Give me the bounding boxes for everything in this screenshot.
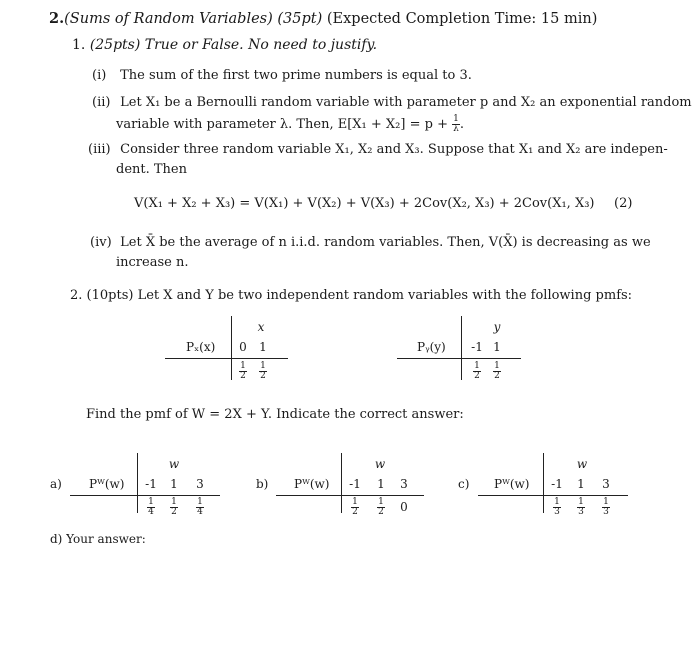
item-ii-num: (ii): [92, 95, 111, 110]
option-c-letter: c): [458, 477, 470, 491]
q1-heading-text: (25pts) True or False. No need to justify.: [89, 37, 378, 53]
px-horizontal-rule: [165, 358, 288, 359]
option-b-var: w: [374, 457, 386, 471]
option-a-label: Pᵂ(w): [89, 477, 125, 491]
q1-heading: [72, 37, 377, 53]
py-vertical-rule: [461, 316, 462, 380]
item-iv-text: Let X̄ be the average of n i.i.d. random variables. Then, V(X̄) is decreasing as we: [120, 235, 651, 250]
item-iv-num: (iv): [90, 235, 112, 250]
option-d-your-answer[interactable]: d) Your answer:: [50, 532, 146, 546]
py-val-0: -1: [471, 340, 483, 354]
py-label: Pᵧ(y): [417, 340, 446, 354]
option-c-label: Pᵂ(w): [494, 477, 530, 491]
option-b-prob-1: $\frac{1}{2}$: [378, 497, 384, 517]
problem-header: [49, 10, 597, 27]
option-a-vertical-rule: [137, 453, 138, 513]
option-c-var: w: [576, 457, 588, 471]
option-b-prob-0: $\frac{1}{2}$: [352, 497, 358, 517]
option-c-val-0: -1: [551, 477, 563, 491]
item-i-num: (i): [92, 68, 107, 83]
px-vertical-rule: [231, 316, 232, 380]
item-ii: [92, 95, 692, 110]
px-val-0: 0: [239, 340, 247, 354]
option-c-val-1: 1: [577, 477, 585, 491]
option-c-vertical-rule: [543, 453, 544, 513]
q2-label: 2.: [70, 288, 83, 303]
py-horizontal-rule: [397, 358, 521, 359]
option-b-label: Pᵂ(w): [294, 477, 330, 491]
option-a-horizontal-rule: [70, 495, 220, 496]
option-b-val-2: 3: [400, 477, 408, 491]
option-b-prob-2: 0: [400, 500, 408, 514]
px-label: Pₓ(x): [186, 340, 216, 354]
option-b-vertical-rule: [341, 453, 342, 513]
item-i-text: The sum of the first two prime numbers is equal to 3.: [120, 68, 472, 83]
option-b-horizontal-rule: [276, 495, 424, 496]
py-prob-0: $\frac{1}{2}$: [474, 361, 480, 381]
item-ii-line2: variable with parameter λ. Then, E[X₁ + X₂] = p + $\frac{1}{\lambda}$ .: [116, 114, 464, 134]
option-c-horizontal-rule: [478, 495, 628, 496]
option-a-letter: a): [50, 477, 62, 491]
variance-equation: V(X₁ + X₂ + X₃) = V(X₁) + V(X₂) + V(X₃) + 2Cov(X₂, X₃) + 2Cov(X₁, X₃): [134, 196, 595, 211]
item-iii-num: (iii): [88, 142, 111, 157]
option-b-val-1: 1: [377, 477, 385, 491]
option-a-prob-0: $\frac{1}{4}$: [148, 497, 154, 517]
py-val-1: 1: [493, 340, 501, 354]
item-iv: [90, 235, 651, 250]
option-c-prob-1: $\frac{1}{3}$: [578, 497, 584, 517]
option-a-val-1: 1: [170, 477, 178, 491]
find-pmf-instruction: Find the pmf of W = 2X + Y. Indicate the correct answer:: [86, 407, 464, 422]
item-i: [92, 68, 472, 83]
px-prob-0: $\frac{1}{2}$: [240, 361, 246, 381]
option-a-val-2: 3: [196, 477, 204, 491]
item-iv-line2: increase n.: [116, 255, 189, 270]
problem-number: 2.: [49, 10, 65, 27]
option-a-prob-1: $\frac{1}{2}$: [171, 497, 177, 517]
item-iii: [88, 142, 668, 157]
option-b-letter: b): [256, 477, 269, 491]
option-a-val-0: -1: [145, 477, 157, 491]
option-c-prob-2: $\frac{1}{3}$: [603, 497, 609, 517]
px-var: x: [257, 320, 265, 334]
expected-time: (Expected Completion Time: 15 min): [326, 11, 598, 27]
item-iii-text: Consider three random variable X₁, X₂ and X₃. Suppose that X₁ and X₂ are indepen-: [120, 142, 668, 157]
option-c-val-2: 3: [602, 477, 610, 491]
px-prob-1: $\frac{1}{2}$: [260, 361, 266, 381]
option-a-var: w: [168, 457, 180, 471]
option-b-val-0: -1: [349, 477, 361, 491]
fraction-one-over-lambda: $\frac{1}{\lambda}$: [453, 114, 459, 134]
py-var: y: [493, 320, 501, 334]
q2-heading: [70, 288, 632, 303]
problem-title: (Sums of Random Variables) (35pt): [64, 11, 323, 27]
q1-label: 1.: [72, 37, 86, 53]
py-prob-1: $\frac{1}{2}$: [494, 361, 500, 381]
option-c-prob-0: $\frac{1}{3}$: [554, 497, 560, 517]
option-a-prob-2: $\frac{1}{4}$: [197, 497, 203, 517]
px-val-1: 1: [259, 340, 267, 354]
equation-tag: (2): [614, 196, 633, 211]
item-iii-line2: dent. Then: [116, 162, 187, 177]
q2-heading-text: (10pts) Let X and Y be two independent random variables with the following pmfs:: [86, 288, 633, 303]
item-ii-text: Let X₁ be a Bernoulli random variable with parameter p and X₂ an exponential random: [120, 95, 692, 110]
